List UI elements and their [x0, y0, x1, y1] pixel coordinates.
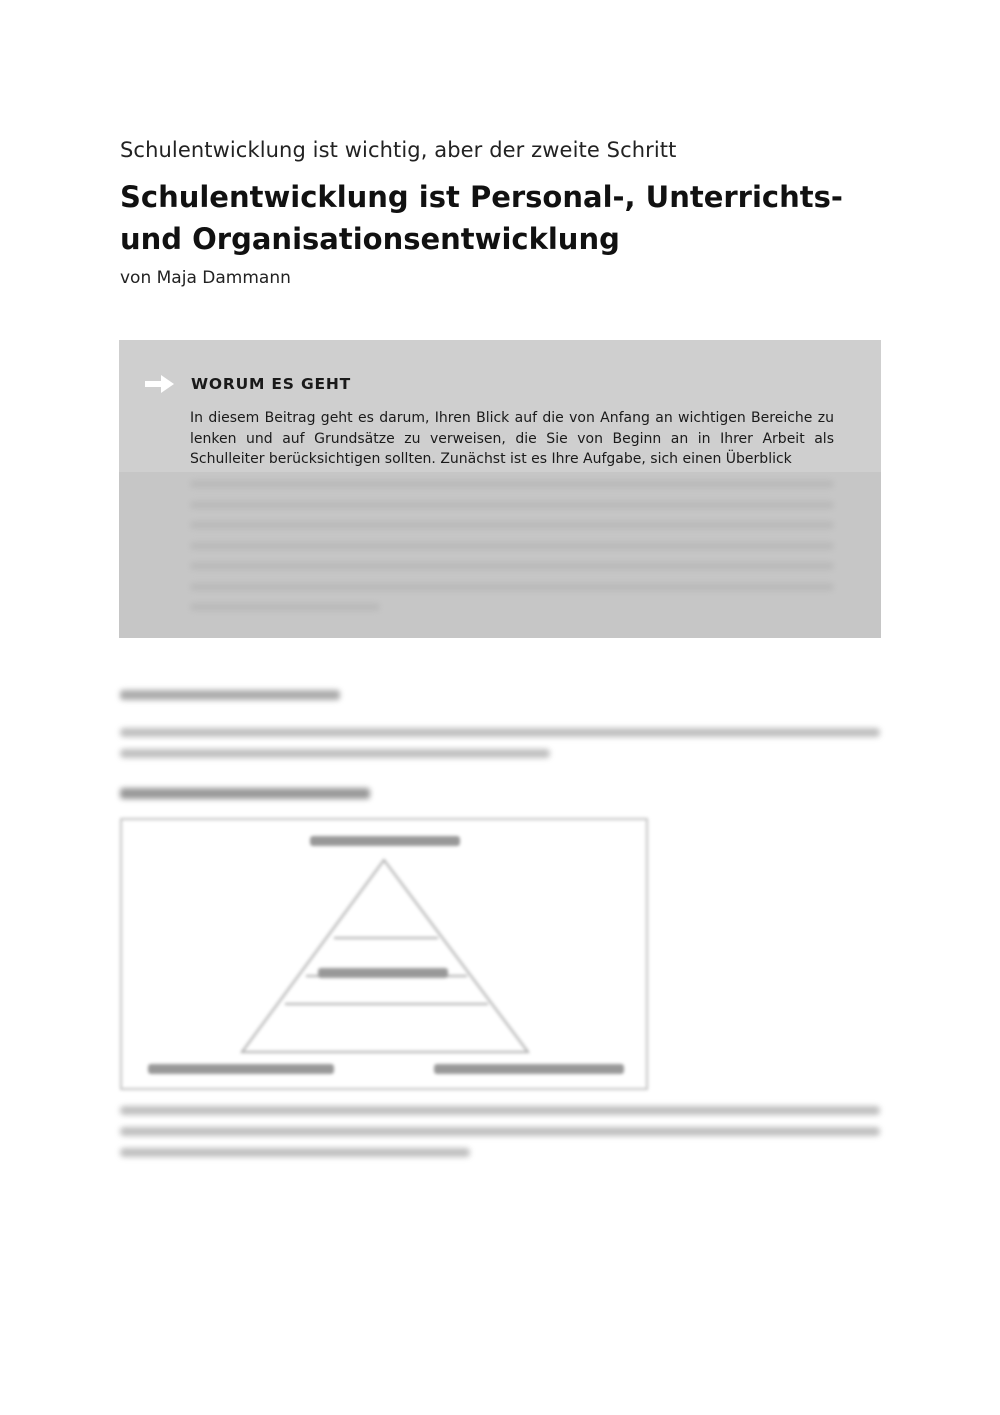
summary-box-text: [190, 408, 834, 470]
blurred-section-heading: [120, 690, 360, 704]
summary-box: [119, 340, 881, 638]
blurred-pyramid-diagram: [120, 818, 648, 1090]
arrow-right-icon: [145, 374, 175, 394]
summary-box-header: [145, 372, 351, 396]
blurred-label-left: [148, 1064, 334, 1074]
blurred-subheading: [120, 788, 370, 802]
pyramid-shape: [122, 820, 650, 1092]
blurred-paragraph-1: [120, 728, 880, 770]
blurred-summary-lines: [190, 480, 834, 624]
blurred-label-middle: [318, 968, 448, 978]
blurred-label-top: [310, 836, 460, 846]
article-author: von Maja Dammann: [120, 268, 291, 288]
summary-text-visible: In diesem Beitrag geht es darum, Ihren Blick auf die von Anfang an wichtigen Bereiche zu lenken und auf Grundsätze zu verweisen, die Sie von Beginn an in Ihrer Arbeit als Schulleiter berücksichtigen sollten. Zunächst ist es Ihre Aufgabe, sich einen Überblick: [190, 410, 834, 467]
article-title: Schulentwicklung ist Personal-, Unterrichts- und Organisationsentwicklung: [120, 180, 843, 256]
blurred-paragraph-2: [120, 1106, 880, 1169]
article-kicker: Schulentwicklung ist wichtig, aber der zweite Schritt: [120, 138, 677, 162]
blurred-label-right: [434, 1064, 624, 1074]
summary-box-title: WORUM ES GEHT: [191, 375, 352, 393]
